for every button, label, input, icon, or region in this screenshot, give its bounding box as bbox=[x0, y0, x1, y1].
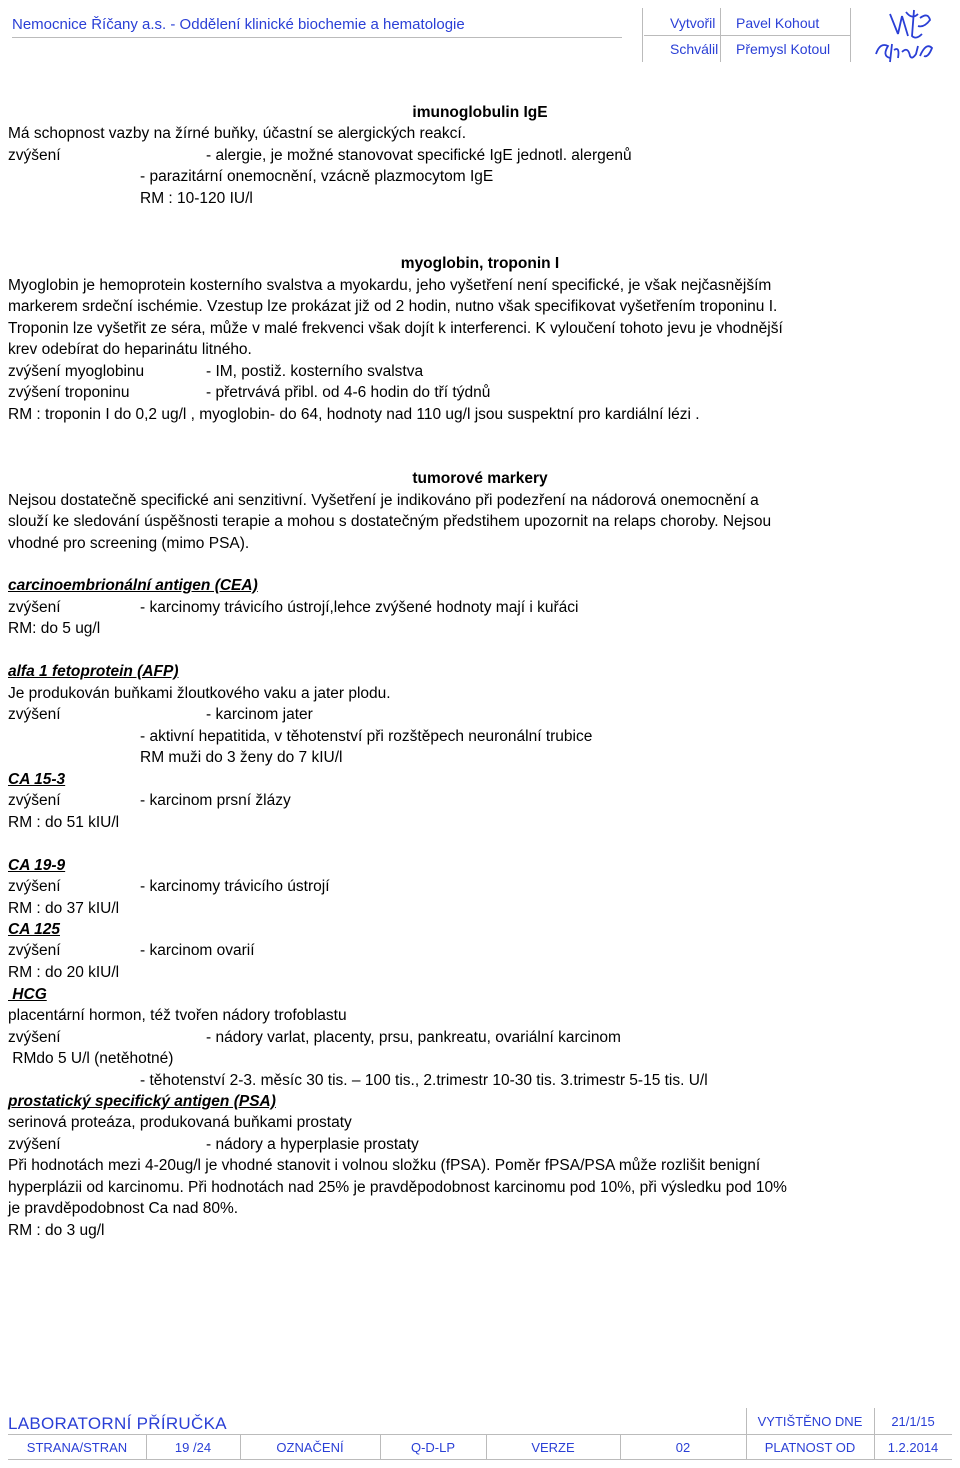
created-row bbox=[644, 10, 850, 36]
approved-by: Přemysl Kotoul bbox=[736, 41, 831, 57]
ca125-increase-value: - karcinom ovarií bbox=[140, 942, 255, 959]
psa-increase-label: zvýšení bbox=[8, 1136, 61, 1153]
hcg-reference-range: RMdo 5 U/l (netěhotné) bbox=[8, 1050, 174, 1067]
tumor-paragraph-line: Nejsou dostatečně specifické ani senzitivní. Vyšetření je indikováno při podezření na nádorová onemocnění a bbox=[8, 492, 759, 509]
ige-reference-range: RM : 10-120 IU/l bbox=[140, 190, 253, 207]
ca199-increase-label: zvýšení bbox=[8, 878, 61, 895]
printed-label: VYTIŠTĚNO DNE bbox=[757, 1413, 863, 1429]
psa-paragraph-line: Při hodnotách mezi 4-20ug/l je vhodné stanovit i volnou složku (fPSA). Poměr fPSA/PSA může rozlišit benigní bbox=[8, 1157, 761, 1174]
valid-label: PLATNOST OD bbox=[764, 1439, 856, 1455]
mark-label: OZNAČENÍ bbox=[276, 1439, 344, 1455]
approved-row bbox=[644, 36, 850, 62]
ige-increase-item: - parazitární onemocnění, vzácně plazmocytom IgE bbox=[140, 168, 494, 185]
psa-paragraph-line: je pravděpodobnost Ca nad 80%. bbox=[8, 1200, 239, 1217]
myoglobin-reference-range: RM : troponin I do 0,2 ug/l , myoglobin- do 64, hodnoty nad 110 ug/l jsou suspektní pro kardiální lézi . bbox=[8, 406, 700, 423]
cea-heading: carcinoembrionální antigen (CEA) bbox=[8, 577, 258, 594]
hcg-heading: HCG bbox=[8, 986, 47, 1003]
psa-description: serinová proteáza, produkovaná buňkami prostaty bbox=[8, 1114, 352, 1131]
myoglobin-paragraph-line: Myoglobin je hemoprotein kosterního svalstva a myokardu, jeho vyšetření není specifické, je však nejčasnějším bbox=[8, 277, 772, 294]
approved-label: Schválil bbox=[670, 41, 719, 57]
myoglobin-paragraph-line: krev odebírat do heparinátu litného. bbox=[8, 341, 252, 358]
psa-heading: prostatický specifický antigen (PSA) bbox=[8, 1093, 276, 1110]
header-separator bbox=[850, 8, 851, 62]
footer-title: LABORATORNÍ PŘÍRUČKA bbox=[8, 1414, 227, 1433]
created-label: Vytvořil bbox=[670, 14, 716, 31]
psa-increase-value: - nádory a hyperplasie prostaty bbox=[206, 1136, 419, 1153]
header-title: Nemocnice Říčany a.s. - Oddělení klinické biochemie a hematologie bbox=[12, 16, 465, 33]
ca125-heading: CA 125 bbox=[8, 921, 60, 938]
tumor-markers-heading: tumorové markery bbox=[412, 470, 548, 487]
hcg-increase-label: zvýšení bbox=[8, 1029, 61, 1046]
ca153-reference-range: RM : do 51 kIU/l bbox=[8, 814, 120, 831]
ca199-heading: CA 19-9 bbox=[8, 857, 66, 874]
page-header bbox=[2, 6, 958, 64]
ca153-increase-label: zvýšení bbox=[8, 792, 61, 809]
psa-reference-range: RM : do 3 ug/l bbox=[8, 1222, 105, 1239]
valid-date: 1.2.2014 bbox=[887, 1439, 939, 1455]
ca199-increase-value: - karcinomy trávicího ústrojí bbox=[140, 878, 330, 895]
afp-increase-label: zvýšení bbox=[8, 706, 61, 723]
ca199-reference-range: RM : do 37 kIU/l bbox=[8, 900, 120, 917]
page-footer bbox=[8, 1408, 952, 1460]
afp-description: Je produkován buňkami žloutkového vaku a jater plodu. bbox=[8, 685, 391, 702]
afp-heading: alfa 1 fetoprotein (AFP) bbox=[8, 663, 179, 680]
cea-increase-label: zvýšení bbox=[8, 599, 61, 616]
ige-increase-item: - alergie, je možné stanovovat specifické IgE jednotl. alergenů bbox=[206, 147, 632, 164]
afp-increase-value: - karcinom jater bbox=[206, 706, 313, 723]
hcg-description: placentární hormon, též tvořen nádory trofoblastu bbox=[8, 1007, 347, 1024]
version-value: 02 bbox=[675, 1439, 691, 1455]
ige-heading: imunoglobulin IgE bbox=[412, 104, 548, 121]
cea-reference-range: RM: do 5 ug/l bbox=[8, 620, 101, 637]
version-label: VERZE bbox=[531, 1439, 575, 1455]
header-separator bbox=[642, 8, 643, 62]
hcg-increase-value: - nádory varlat, placenty, prsu, pankreatu, ovariální karcinom bbox=[206, 1029, 621, 1046]
myoglobin-increase-label: zvýšení myoglobinu bbox=[8, 363, 145, 380]
myoglobin-increase-value: - IM, postiž. kosterního svalstva bbox=[206, 363, 424, 380]
myoglobin-heading: myoglobin, troponin I bbox=[400, 255, 560, 272]
ige-increase-label: zvýšení bbox=[8, 147, 61, 164]
page-label: STRANA/STRAN bbox=[26, 1439, 128, 1455]
tumor-paragraph-line: slouží ke sledování úspěšnosti terapie a mohou s dostatečným předstihem upozornit na relaps choroby. Nejsou bbox=[8, 513, 772, 530]
printed-date: 21/1/15 bbox=[891, 1413, 935, 1429]
ige-description: Má schopnost vazby na žírné buňky, účastní se alergických reakcí. bbox=[8, 125, 467, 142]
afp-increase-value: - aktivní hepatitida, v těhotenství při rozštěpech neuronální trubice bbox=[140, 728, 593, 745]
ca153-increase-value: - karcinom prsní žlázy bbox=[140, 792, 291, 809]
mark-value: Q-D-LP bbox=[410, 1439, 456, 1455]
cea-increase-value: - karcinomy trávicího ústrojí,lehce zvýšené hodnoty mají i kuřáci bbox=[140, 599, 579, 616]
created-by: Pavel Kohout bbox=[736, 14, 820, 31]
myoglobin-paragraph-line: Troponin lze vyšetřit ze séra, může v malé frekvenci však dojít k interferenci. K vyloučení tohoto jevu je vhodnější bbox=[8, 320, 783, 337]
afp-reference-range: RM muži do 3 ženy do 7 kIU/l bbox=[140, 749, 343, 766]
page-number: 19 /24 bbox=[174, 1439, 212, 1455]
troponin-increase-value: - přetrvává přibl. od 4-6 hodin do tří týdnů bbox=[206, 384, 491, 401]
header-divider bbox=[12, 37, 622, 38]
psa-paragraph-line: hyperplázii od karcinomu. Při hodnotách nad 25% je pravděpodobnost karcinomu pod 10%, při výsledku pod 10% bbox=[8, 1179, 787, 1196]
ca153-heading: CA 15-3 bbox=[8, 771, 66, 788]
ca125-increase-label: zvýšení bbox=[8, 942, 61, 959]
troponin-increase-label: zvýšení troponinu bbox=[8, 384, 130, 401]
hcg-pregnancy-values: - těhotenství 2-3. měsíc 30 tis. – 100 tis., 2.trimestr 10-30 tis. 3.trimestr 5-15 tis. U/l bbox=[140, 1072, 708, 1089]
tumor-paragraph-line: vhodné pro screening (mimo PSA). bbox=[8, 535, 250, 552]
ca125-reference-range: RM : do 20 kIU/l bbox=[8, 964, 120, 981]
signature-image bbox=[868, 6, 940, 66]
myoglobin-paragraph-line: markerem srdeční ischémie. Vzestup lze prokázat již od 2 hodin, nutno však specifikovat vyšetřením troponinu I. bbox=[8, 298, 778, 315]
